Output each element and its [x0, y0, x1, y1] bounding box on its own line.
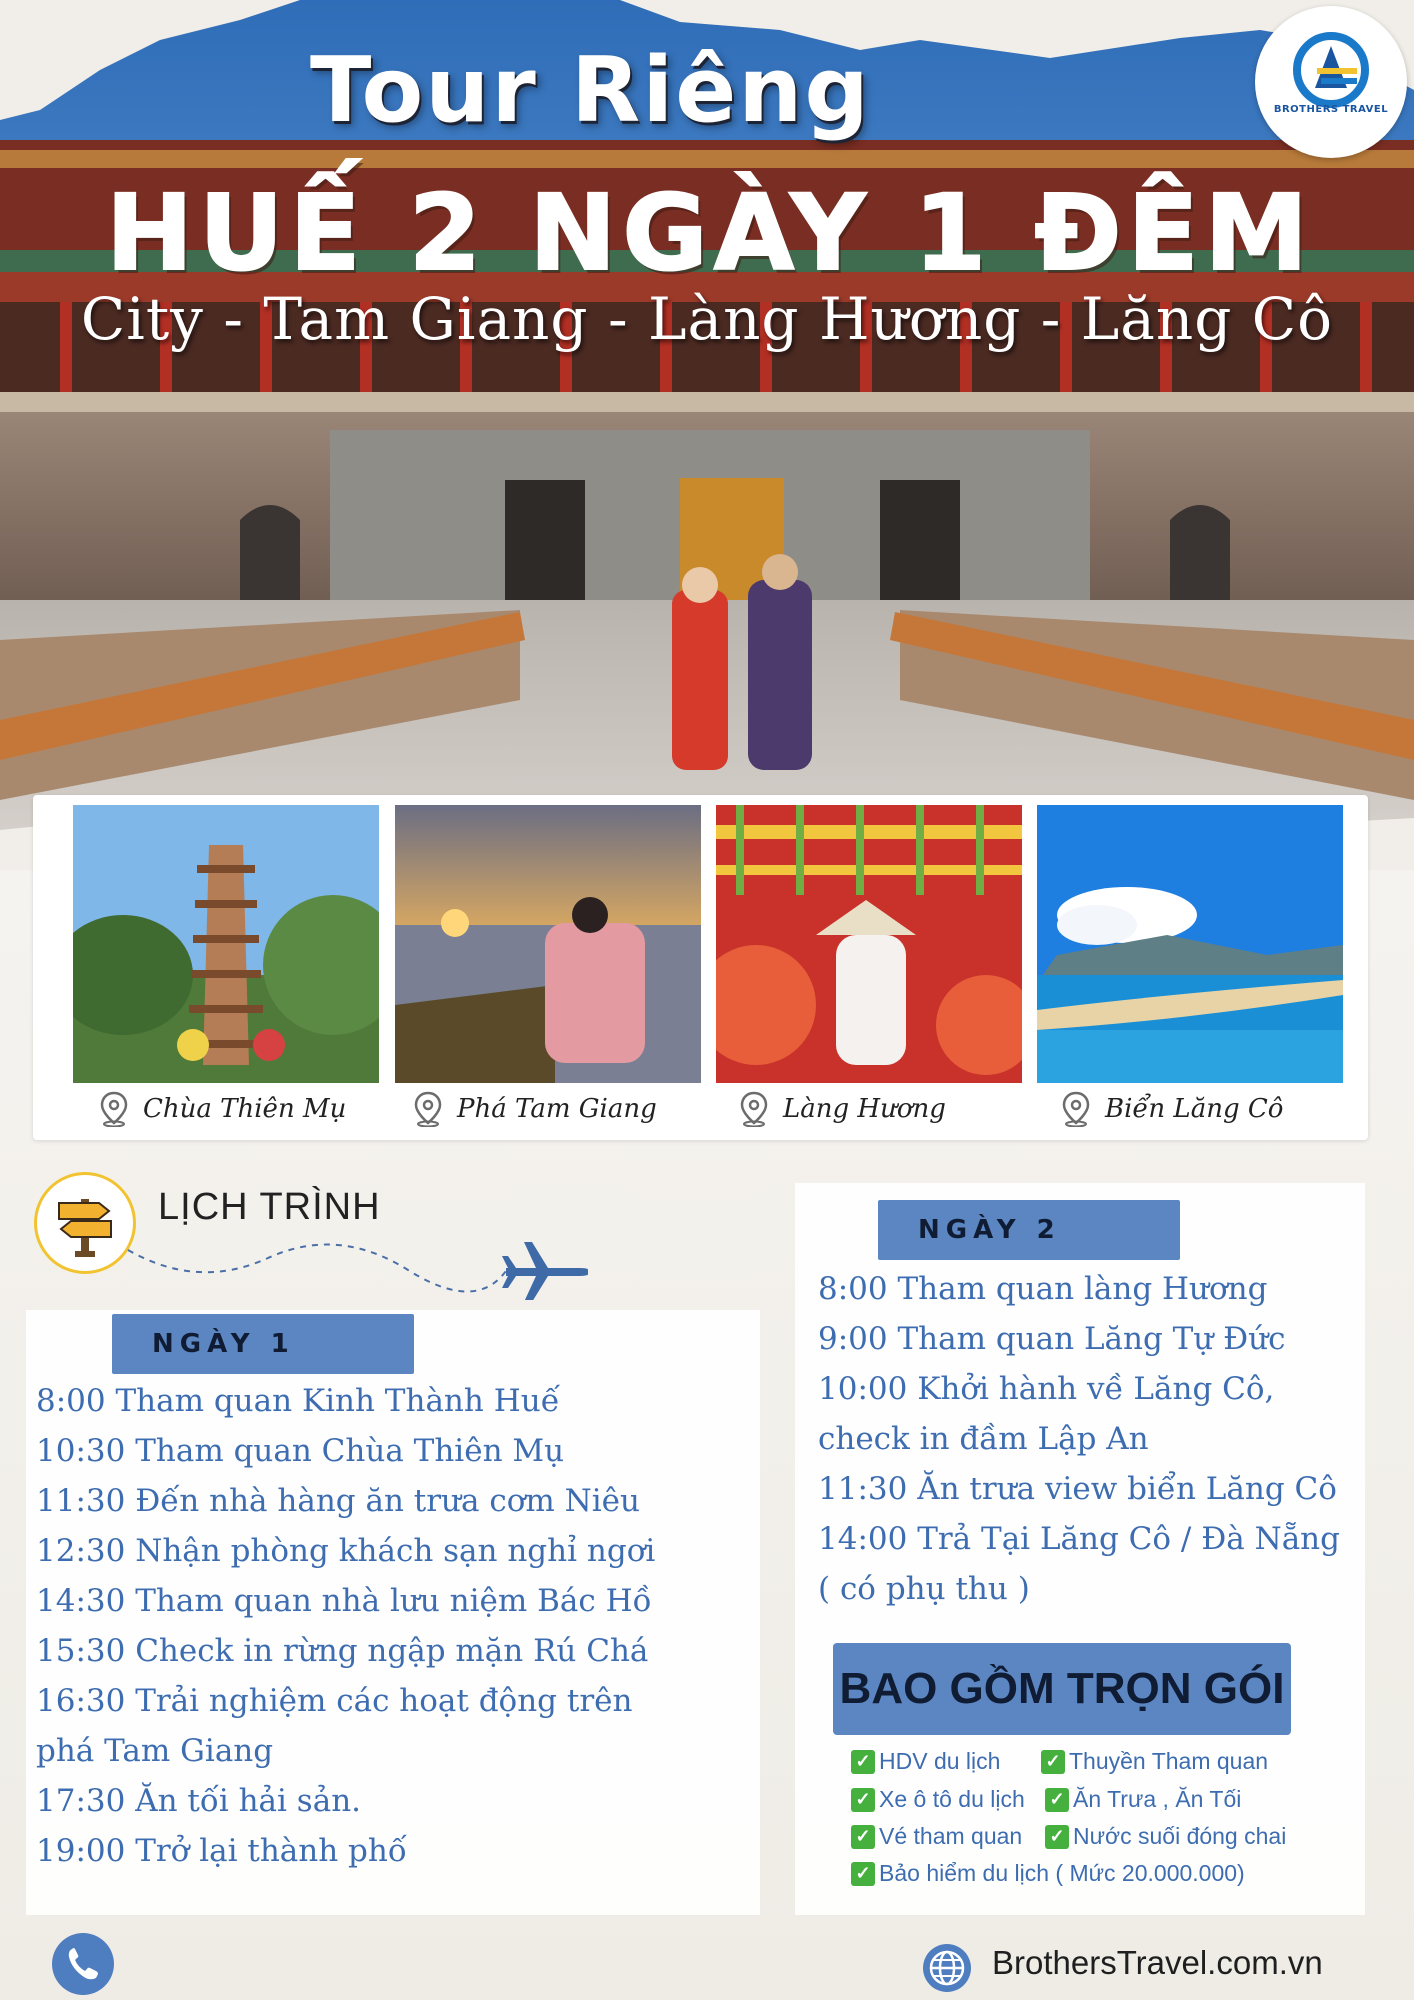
itinerary-item: 14:00 Trả Tại Lăng Cô / Đà Nẵng — [818, 1521, 1340, 1557]
gallery-caption-text: Phá Tam Giang — [457, 1094, 657, 1124]
hero-title-main: Tour Riêng — [310, 38, 871, 143]
itinerary-item: 8:00 Tham quan Kinh Thành Huế — [36, 1383, 560, 1419]
location-pin-icon — [99, 1091, 129, 1127]
itinerary-item: 17:30 Ăn tối hải sản. — [36, 1783, 362, 1819]
checkmark-icon: ✓ — [1045, 1788, 1069, 1812]
gallery-caption-3 — [739, 1089, 946, 1129]
location-pin-icon — [739, 1091, 769, 1127]
checkmark-icon: ✓ — [1041, 1750, 1065, 1774]
itinerary-item: 11:30 Đến nhà hàng ăn trưa cơm Niêu — [36, 1483, 640, 1519]
itinerary-item: check in đầm Lập An — [818, 1421, 1149, 1457]
package-item — [851, 1860, 1245, 1887]
itinerary-item: 10:00 Khởi hành về Lăng Cô, — [818, 1371, 1275, 1407]
brand-logo-icon — [1255, 6, 1407, 158]
gallery-caption-1 — [99, 1089, 346, 1129]
gallery-caption-text: Chùa Thiên Mụ — [143, 1094, 347, 1124]
package-item-label: Nước suối đóng chai — [1073, 1823, 1287, 1849]
day2-itinerary — [818, 1264, 1340, 1614]
day1-label: NGÀY 1 — [112, 1314, 414, 1374]
phone-icon — [52, 1933, 114, 1995]
gallery-caption-text: Biển Lăng Cô — [1105, 1094, 1284, 1124]
hero-title-duration: HUẾ 2 NGÀY 1 ĐÊM — [105, 172, 1314, 294]
package-item — [851, 1823, 1022, 1850]
package-item — [851, 1786, 1025, 1813]
package-title: BAO GỒM TRỌN GÓI — [833, 1643, 1291, 1735]
itinerary-item: 14:30 Tham quan nhà lưu niệm Bác Hồ — [36, 1583, 652, 1619]
gallery-photo-tam-giang[interactable] — [395, 805, 701, 1083]
gallery-caption-4 — [1061, 1089, 1283, 1129]
itinerary-item: 12:30 Nhận phòng khách sạn nghỉ ngơi — [36, 1533, 656, 1569]
itinerary-item: 16:30 Trải nghiệm các hoạt động trên — [36, 1683, 633, 1719]
gallery-caption-text: Làng Hương — [783, 1094, 946, 1124]
itinerary-item: 8:00 Tham quan làng Hương — [818, 1271, 1268, 1307]
gallery-caption-2 — [413, 1089, 657, 1129]
itinerary-item: 9:00 Tham quan Lăng Tự Đức — [818, 1321, 1286, 1357]
hero-banner — [0, 0, 1414, 870]
itinerary-item: ( có phụ thu ) — [818, 1571, 1030, 1607]
package-item — [1045, 1823, 1286, 1850]
airplane-icon — [502, 1242, 588, 1300]
gallery-photo-lang-huong[interactable] — [716, 805, 1022, 1083]
gallery-photo-lang-co[interactable] — [1037, 805, 1343, 1083]
itinerary-item: 11:30 Ăn trưa view biển Lăng Cô — [818, 1471, 1337, 1507]
hero-route: City - Tam Giang - Làng Hương - Lăng Cô — [80, 285, 1334, 353]
globe-icon — [921, 1942, 973, 1994]
itinerary-item: 19:00 Trở lại thành phố — [36, 1833, 407, 1869]
package-item — [1045, 1786, 1241, 1813]
package-item-label: Vé tham quan — [879, 1823, 1023, 1849]
package-item-label: Xe ô tô du lịch — [879, 1786, 1025, 1812]
checkmark-icon: ✓ — [851, 1862, 875, 1886]
schedule-title: LỊCH TRÌNH — [158, 1186, 381, 1228]
checkmark-icon: ✓ — [1045, 1825, 1069, 1849]
phone-button[interactable] — [52, 1933, 114, 1995]
itinerary-item: 15:30 Check in rừng ngập mặn Rú Chá — [36, 1633, 649, 1669]
package-item-label: Thuyền Tham quan — [1069, 1748, 1269, 1774]
destination-gallery — [33, 795, 1368, 1140]
website-link[interactable]: BrothersTravel.com.vn — [992, 1944, 1323, 1981]
itinerary-item: phá Tam Giang — [36, 1733, 274, 1769]
checkmark-icon: ✓ — [851, 1788, 875, 1812]
itinerary-item: 10:30 Tham quan Chùa Thiên Mụ — [36, 1433, 565, 1469]
gallery-photo-thien-mu[interactable] — [73, 805, 379, 1083]
package-item-label: Ăn Trưa , Ăn Tối — [1073, 1786, 1242, 1812]
package-item-label: HDV du lịch — [879, 1748, 1001, 1774]
brand-logo-text: BROTHERS TRAVEL — [1273, 104, 1389, 115]
location-pin-icon — [1061, 1091, 1091, 1127]
day1-itinerary — [36, 1376, 655, 1876]
brand-logo[interactable] — [1255, 6, 1407, 158]
package-item — [851, 1748, 1000, 1775]
checkmark-icon: ✓ — [851, 1750, 875, 1774]
location-pin-icon — [413, 1091, 443, 1127]
package-item-label: Bảo hiểm du lịch ( Mức 20.000.000) — [879, 1860, 1245, 1886]
day2-label: NGÀY 2 — [878, 1200, 1180, 1260]
checkmark-icon: ✓ — [851, 1825, 875, 1849]
package-item — [1041, 1748, 1268, 1775]
flight-path-decoration — [118, 1220, 588, 1300]
